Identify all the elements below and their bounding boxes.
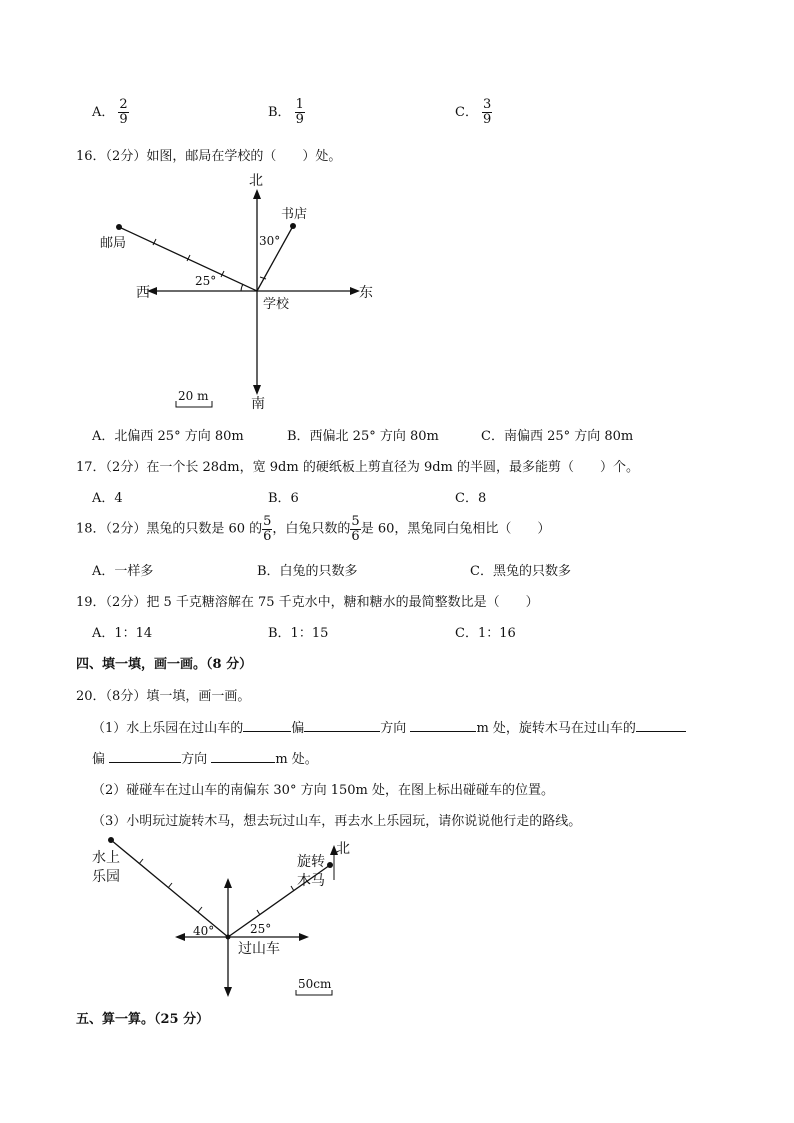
- q17-option-c: C．8: [455, 491, 487, 506]
- answer-blank[interactable]: [211, 750, 275, 763]
- q19-option-b: B．1：15: [268, 626, 329, 641]
- option-label: B．: [268, 104, 291, 120]
- q16-stem: 16．（2分）如图，邮局在学校的（ ）处。: [76, 149, 342, 164]
- answer-blank[interactable]: [304, 719, 380, 732]
- label-angle-30: 30°: [259, 234, 281, 248]
- q15-option-b: [268, 98, 305, 126]
- q18-stem: 18．（2分）黑兔的只数是 60 的 $\frac{5}{6}$ ，白兔只数的 $\frac{5}{6}$ 是 60，黑兔同白兔相比（ ）: [76, 514, 551, 544]
- answer-blank[interactable]: [410, 719, 476, 732]
- q15-option-a: [92, 98, 129, 126]
- q17-option-a: A．4: [92, 491, 123, 506]
- q19-stem: 19．（2分）把 5 千克糖溶解在 75 千克水中，糖和糖水的最简整数比是（ ）: [76, 595, 539, 610]
- q18-option-c: C．黑兔的只数多: [470, 564, 571, 579]
- label-bookstore: 书店: [281, 207, 308, 222]
- q16-option-a: A．北偏西 25° 方向 80m: [92, 429, 244, 444]
- q18-option-b: B．白兔的只数多: [257, 564, 358, 579]
- fraction: $\frac{3}{9}$: [482, 97, 492, 127]
- label-carousel-2: 木马: [297, 873, 325, 889]
- label-post-office: 邮局: [100, 236, 127, 251]
- q20-part1-line1: （1）水上乐园在过山车的 偏 方向 m 处，旋转木马在过山车的: [92, 717, 686, 736]
- label-south: 南: [251, 396, 265, 412]
- q19-option-c: C．1：16: [455, 626, 516, 641]
- label-east: 东: [359, 285, 373, 301]
- label-roller-coaster: 过山车: [238, 941, 280, 957]
- q20-part2: （2）碰碰车在过山车的南偏东 30° 方向 150m 处，在图上标出碰碰车的位置。: [92, 783, 554, 798]
- q19-option-a: A．1：14: [92, 626, 153, 641]
- q20-part1-line2: 偏 方向 m 处。: [92, 752, 318, 767]
- q20-stem: 20．（8分）填一填，画一画。: [76, 689, 251, 704]
- label-north: 北: [249, 173, 263, 189]
- q18-option-a: A．一样多: [92, 564, 154, 579]
- label-west: 西: [136, 285, 150, 301]
- label-angle-25: 25°: [195, 274, 217, 288]
- answer-blank[interactable]: [109, 750, 181, 763]
- section-5-heading: 五、算一算。（25 分）: [76, 1012, 210, 1027]
- fraction: $\frac{1}{9}$: [295, 97, 304, 127]
- fraction: $\frac{2}{9}$: [119, 97, 128, 127]
- q20-figure: [90, 835, 350, 1000]
- fraction: $\frac{5}{6}$: [263, 514, 272, 544]
- option-label: C．: [455, 104, 478, 120]
- section-4-heading: 四、填一填，画一画。（8 分）: [76, 657, 253, 672]
- label-north: 北: [336, 841, 350, 857]
- label-school: 学校: [263, 297, 290, 312]
- q20-part3: （3）小明玩过旋转木马，想去玩过山车，再去水上乐园玩，请你说说他行走的路线。: [92, 814, 582, 829]
- label-carousel-1: 旋转: [297, 854, 325, 870]
- option-label: A．: [92, 104, 115, 120]
- label-angle-40: 40°: [193, 924, 215, 938]
- scale-label: 20 m: [178, 389, 209, 403]
- q16-option-b: B．西偏北 25° 方向 80m: [287, 429, 439, 444]
- fraction: $\frac{5}{6}$: [351, 514, 360, 544]
- answer-blank[interactable]: [636, 719, 686, 732]
- label-angle-25: 25°: [250, 922, 272, 936]
- label-water-park-1: 水上: [92, 850, 120, 866]
- q16-option-c: C．南偏西 25° 方向 80m: [481, 429, 634, 444]
- scale-label: 50cm: [298, 977, 332, 991]
- q16-figure: [100, 165, 390, 415]
- q17-option-b: B．6: [268, 491, 299, 506]
- answer-blank[interactable]: [243, 719, 291, 732]
- label-water-park-2: 乐园: [92, 869, 120, 885]
- q17-stem: 17．（2分）在一个长 28dm，宽 9dm 的硬纸板上剪直径为 9dm 的半圆，最多能剪（ ）个。: [76, 460, 640, 475]
- q15-option-c: [455, 98, 492, 126]
